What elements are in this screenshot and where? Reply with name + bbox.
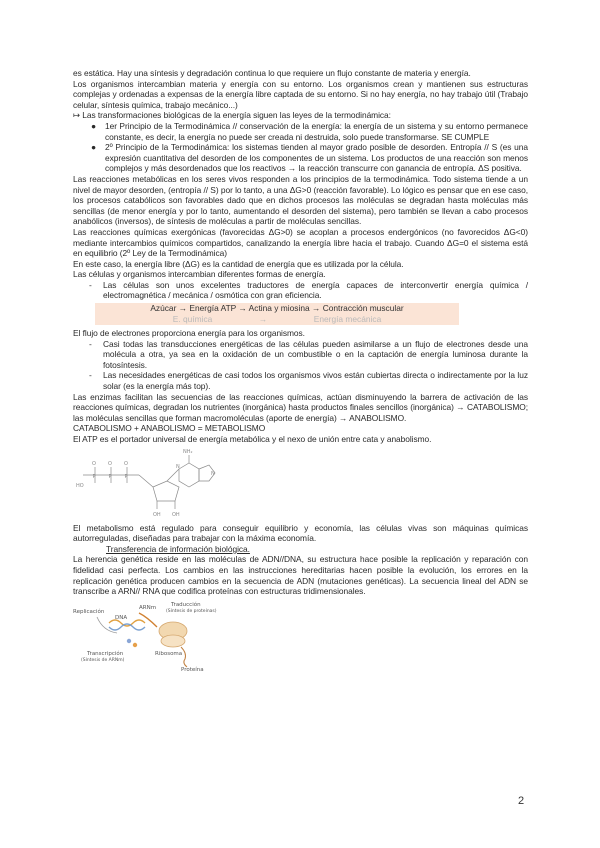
page-number: 2 (518, 795, 525, 807)
nitrogen-label: N (211, 470, 215, 477)
dna-label: DNA (115, 614, 128, 621)
protein-synthesis-label: (Síntesis de proteínas) (166, 608, 217, 614)
dash-marker: - (89, 279, 92, 290)
paragraph: La herencia genética reside en las moléculas de ADN//DNA, su estructura hace posible la replicación y reparación con fidelidad casi perfecta. Los cambios en las instrucciones hereditarias hacen posible la evolución, los errores en la replicación genética producen cambios en la secuencia de ADN (mutaciones genéticas). La secuencia lineal del ADN se transcribe a ARN// RNA que codifica proteínas con estructuras tridimensionales. (73, 554, 528, 597)
document-body (73, 68, 528, 673)
bullet-dot: ● (91, 142, 97, 153)
section-heading: Transferencia de información biológica. (106, 543, 250, 554)
dash-text: Las necesidades energéticas de casi todos los organismos vivos están cubiertas directa o indirectamente por la luz solar (es la energía más top). (103, 370, 528, 392)
paragraph: Las células y organismos intercambian diferentes formas de energía. (73, 269, 326, 280)
translation-label: Traducción (171, 601, 201, 608)
replication-label: Replicación (73, 608, 105, 615)
bullet-item (73, 142, 528, 174)
paragraph: es estática. Hay una síntesis y degradación continua lo que requiere un flujo constante de materia y energía. (73, 68, 471, 78)
ribosome-subunit-shape (161, 635, 185, 647)
paragraph: CATABOLISMO + ANABOLISMO = METABOLISMO (73, 423, 266, 434)
bullet-item (73, 121, 528, 142)
protein-label: Proteína (181, 666, 204, 673)
transcription-label: Transcripción (87, 650, 124, 657)
hydroxyl-label: HO (76, 482, 84, 489)
paragraph: El metabolismo está regulado para conseguir equilibrio y economía, las células vivas son máquinas químicas autorreguladas, diseñadas para trabajar con la máxima economía. (73, 522, 528, 544)
dash-item (73, 339, 528, 371)
dash-item (73, 280, 528, 301)
oxygen-label: O (108, 460, 112, 467)
hydroxyl-label: OH (172, 511, 180, 518)
mrna-synthesis-label: (Síntesis de ARNm) (81, 657, 125, 663)
paragraph: Los organismos intercambian materia y energía con su entorno. Los organismos crean y mantienen sus estructuras complejas y ordenadas a expensas de la energía libre captada de su entorno. Si no hay energía, no hay trabajo útil (Trabajo celular, síntesis química, trabajo mecánico...) (73, 78, 528, 110)
phosphorus-label: P (108, 473, 112, 480)
bullet-text: 1er Principio de la Termodinámica // conservación de la energía: la energía de un sistema y su entorno permanece constante, es decir, la energía no puede ser creada ni destruida, solo puede transformarse. SE CUMPLE (105, 120, 528, 142)
mrna-label: ARNm (139, 604, 157, 611)
oxygen-label: O (124, 460, 128, 467)
hydroxyl-label: OH (153, 511, 161, 518)
nitrogen-label: N (176, 463, 180, 470)
bullet-dot: ● (91, 120, 97, 131)
central-dogma-figure (73, 601, 223, 673)
bullet-text: 2º Principio de la Termodinámica: los sistemas tienden al mayor grado posible de desorden. Entropía // S (es una expresión cuantitativa del desorden de los componentes de un sistema. Los productos de una reacción son menos complejos y más desordenados que los reactivos → la reacción transcurre con ganancia de entropía. ΔS positiva. (105, 142, 528, 174)
band-row-1: Azúcar → Energía ATP → Actina y miosina → Contracción muscular (150, 303, 404, 314)
paragraph: ↦ Las transformaciones biológicas de la energía siguen las leyes de la termodinámica: (73, 110, 391, 121)
dash-item (73, 370, 528, 391)
dash-marker: - (89, 370, 92, 381)
paragraph: Las reacciones metabólicas en los seres vivos responden a los principios de la termodinámica. Todo sistema tiende a un nivel de mayor desorden, (entropía // S) por lo tanto, a una ΔG>0 (reacción favorable). Lo lógico es pensar que en ese caso, los procesos catabólicos son favorables dado que en dichos procesos las moléculas se degradan hasta moléculas más sencillas (de menor energía y por lo tanto, aumentando el desorden del sistema), pero también se llevan a cabo procesos anabólicos (inversos), de síntesis de moléculas a partir de moléculas sencillas. (73, 173, 528, 227)
ribosome-label: Ribosoma (155, 650, 183, 657)
paragraph: En este caso, la energía libre (ΔG) es la cantidad de energía que es utilizada por la célula. (73, 258, 404, 269)
protein-chain-shape (181, 647, 187, 667)
phosphorus-label: P (92, 473, 96, 480)
nucleotide-dot (127, 639, 131, 643)
paragraph: El ATP es el portador universal de energía metabólica y el nexo de unión entre cata y anabolismo. (73, 434, 432, 444)
paragraph: Las enzimas facilitan las secuencias de las reacciones químicas, actúan disminuyendo la barrera de activación de las reacciones químicas, degradan los nutrientes (inorgánica) hasta productos finales sencillos (inorgánica) → CATABOLISMO; las moléculas sencillas que forman macromoléculas (aporte de energía) → ANABOLISMO. (73, 391, 528, 423)
nucleotide-dot (133, 643, 137, 647)
dash-marker: - (89, 338, 92, 349)
dash-text: Las células son unos excelentes traductores de energía capaces de interconvertir energía química / electromagnética / mecánica / osmótica con gran eficiencia. (103, 279, 528, 301)
band-row-2: E. química → Energía mecánica (172, 314, 382, 325)
dash-text: Casi todas las transducciones energéticas de las células pueden asimilarse a un flujo de electrones desde una molécula a otra, ya sea en la oxidación de un combustible o en la captación de energía luminosa durante la fotosíntesis. (103, 338, 528, 370)
energy-conversion-band (95, 303, 459, 325)
atp-structure-figure (75, 447, 225, 523)
phosphorus-label: P (124, 473, 128, 480)
paragraph: Las reacciones químicas exergónicas (favorecidas ΔG>0) se acoplan a procesos endergónicos (no favorecidos ΔG<0) mediante intercambios químicos compartidos, canalizando la energía libre hacia el trabajo. Cuando ΔG=0 el sistema está en equilibrio (2º Ley de la Termodinámica) (73, 226, 528, 259)
amine-label: NH₂ (183, 448, 193, 455)
paragraph: El flujo de electrones proporciona energía para los organismos. (73, 328, 305, 339)
oxygen-label: O (92, 460, 96, 467)
